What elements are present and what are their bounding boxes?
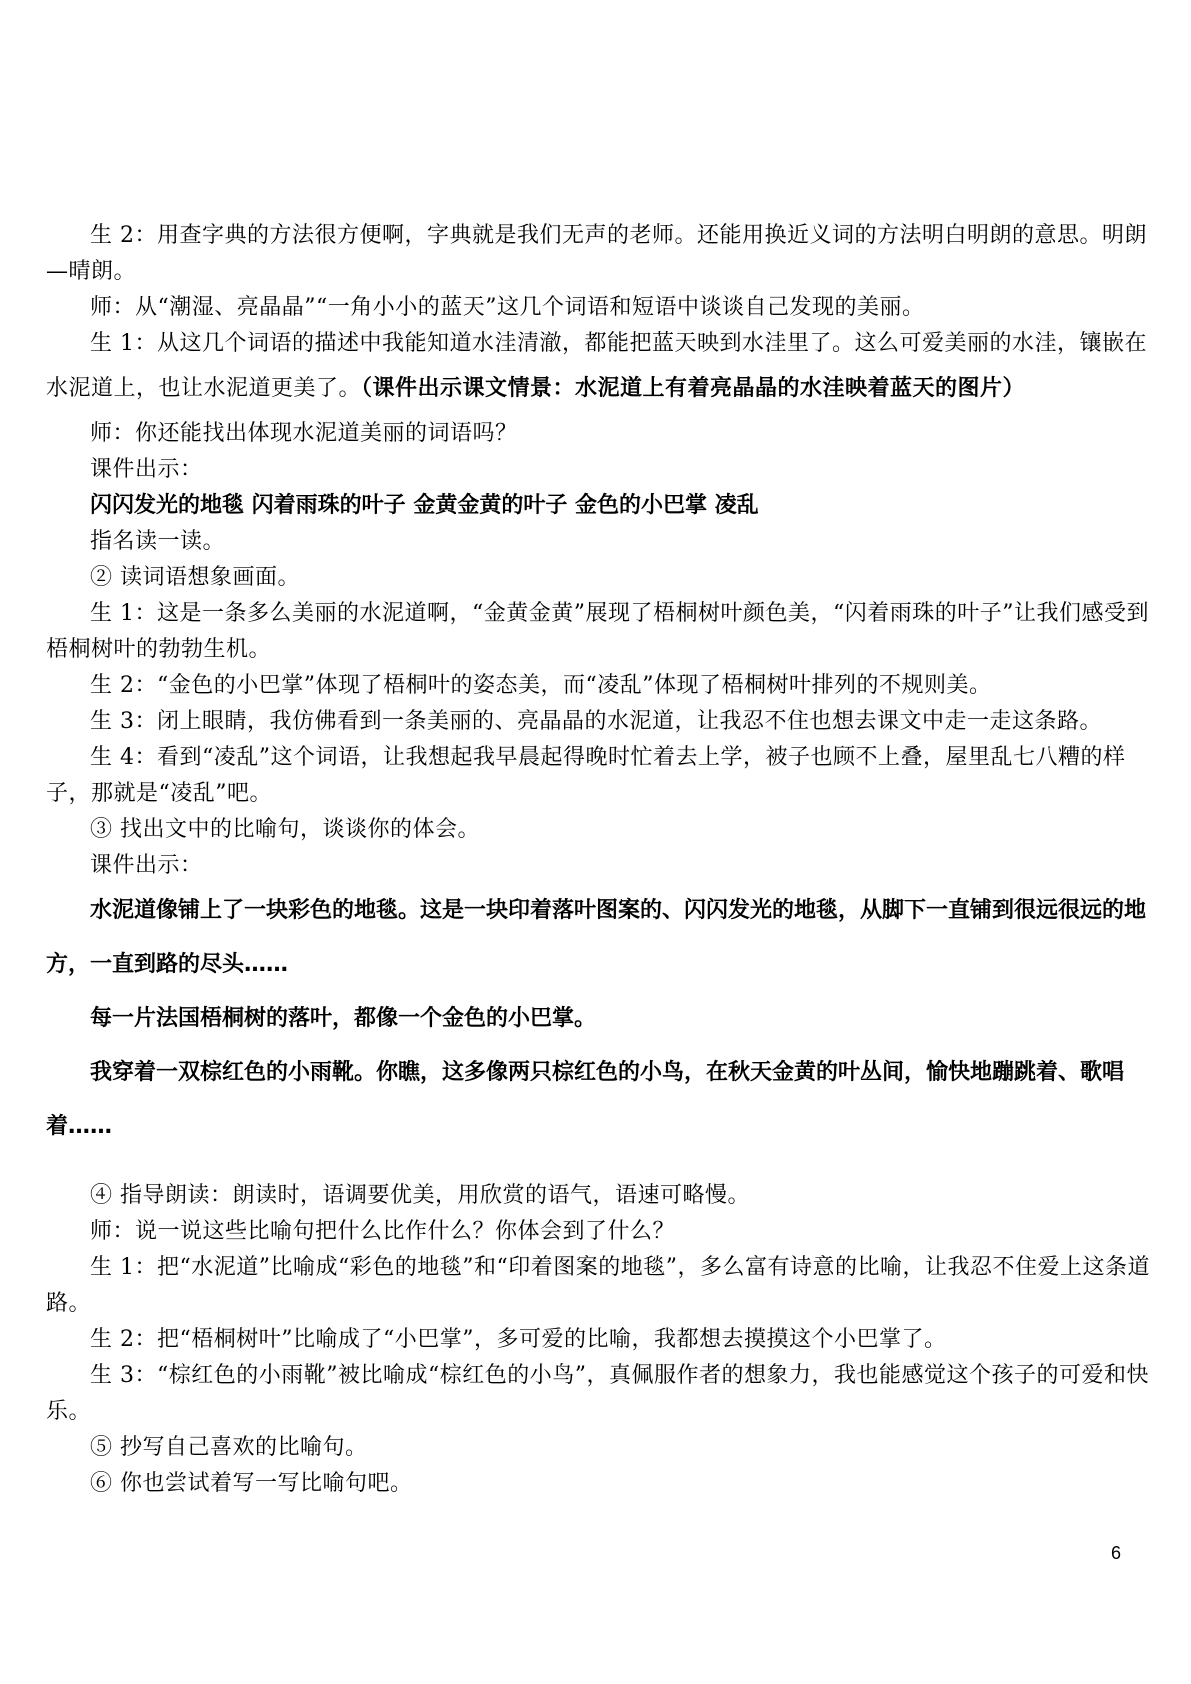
paragraph: 生 2：把“梧桐树叶”比喻成了“小巴掌”，多可爱的比喻，我都想去摸摸这个小巴掌了。 <box>90 1327 947 1352</box>
courseware-words: 闪闪发光的地毯 闪着雨珠的叶子 金黄金黄的叶子 金色的小巴掌 凌乱 <box>90 493 759 518</box>
paragraph <box>46 326 1156 416</box>
paragraph: 师：说一说这些比喻句把什么比作什么？你体会到了什么？ <box>90 1219 676 1244</box>
paragraph: 课件出示： <box>90 853 203 878</box>
courseware-sentence: 我穿着一双棕红色的小雨靴。你瞧，这多像两只棕红色的小鸟，在秋天金黄的叶丛间，愉快地蹦跳着、歌唱着…… <box>46 1060 1125 1139</box>
courseware-note: （课件出示课文情景：水泥道上有着亮晶晶的水洼映着蓝天的图片） <box>361 376 1026 401</box>
paragraph: ③ 找出文中的比喻句，谈谈你的体会。 <box>90 817 480 842</box>
courseware-sentence: 水泥道像铺上了一块彩色的地毯。这是一块印着落叶图案的、闪闪发光的地毯，从脚下一直铺到很远很远的地方，一直到路的尽头…… <box>46 898 1147 977</box>
paragraph: 生 2：用查字典的方法很方便啊，字典就是我们无声的老师。还能用换近义词的方法明白明朗的意思。明朗—晴朗。 <box>46 223 1147 284</box>
paragraph: 生 3：“棕红色的小雨靴”被比喻成“棕红色的小鸟”，真佩服作者的想象力，我也能感觉这个孩子的可爱和快乐。 <box>46 1363 1149 1424</box>
paragraph: 师：你还能找出体现水泥道美丽的词语吗？ <box>90 421 518 446</box>
paragraph: 师：从“潮湿、亮晶晶”“一角小小的蓝天”这几个词语和短语中谈谈自己发现的美丽。 <box>90 295 925 320</box>
paragraph: ⑤ 抄写自己喜欢的比喻句。 <box>90 1435 368 1460</box>
paragraph: 生 2：“金色的小巴掌”体现了梧桐叶的姿态美，而“凌乱”体现了梧桐树叶排列的不规则美。 <box>90 673 992 698</box>
paragraph: 生 1：把“水泥道”比喻成“彩色的地毯”和“印着图案的地毯”，多么富有诗意的比喻，让我忍不住爱上这条道路。 <box>46 1255 1150 1316</box>
paragraph: 生 4：看到“凌乱”这个词语，让我想起我早晨起得晚时忙着去上学，被子也顾不上叠，屋里乱七八糟的样子，那就是“凌乱”吧。 <box>46 745 1126 806</box>
paragraph: 课件出示： <box>90 457 203 482</box>
paragraph: ② 读词语想象画面。 <box>90 565 300 590</box>
paragraph: 指名读一读。 <box>90 529 226 554</box>
paragraph-text: 生 1：从这几个词语的描述中我能知道水洼清澈，都能把蓝天映到水洼里了。这么可爱美丽的水洼，镶嵌在水泥道上，也让水泥道更美了。 <box>46 331 1147 401</box>
paragraph: ④ 指导朗读：朗读时，语调要优美，用欣赏的语气，语速可略慢。 <box>90 1183 750 1208</box>
page-number: 6 <box>1110 1543 1121 1563</box>
paragraph: 生 1：这是一条多么美丽的水泥道啊，“金黄金黄”展现了梧桐树叶颜色美，“闪着雨珠的叶子”让我们感受到梧桐树叶的勃勃生机。 <box>46 601 1149 662</box>
courseware-sentence: 每一片法国梧桐树的落叶，都像一个金色的小巴掌。 <box>90 1006 597 1031</box>
document-body <box>46 218 1156 1502</box>
spacer <box>46 1154 1156 1178</box>
paragraph: ⑥ 你也尝试着写一写比喻句吧。 <box>90 1471 413 1496</box>
paragraph: 生 3：闭上眼睛，我仿佛看到一条美丽的、亮晶晶的水泥道，让我忍不住也想去课文中走一走这条路。 <box>90 709 1102 734</box>
